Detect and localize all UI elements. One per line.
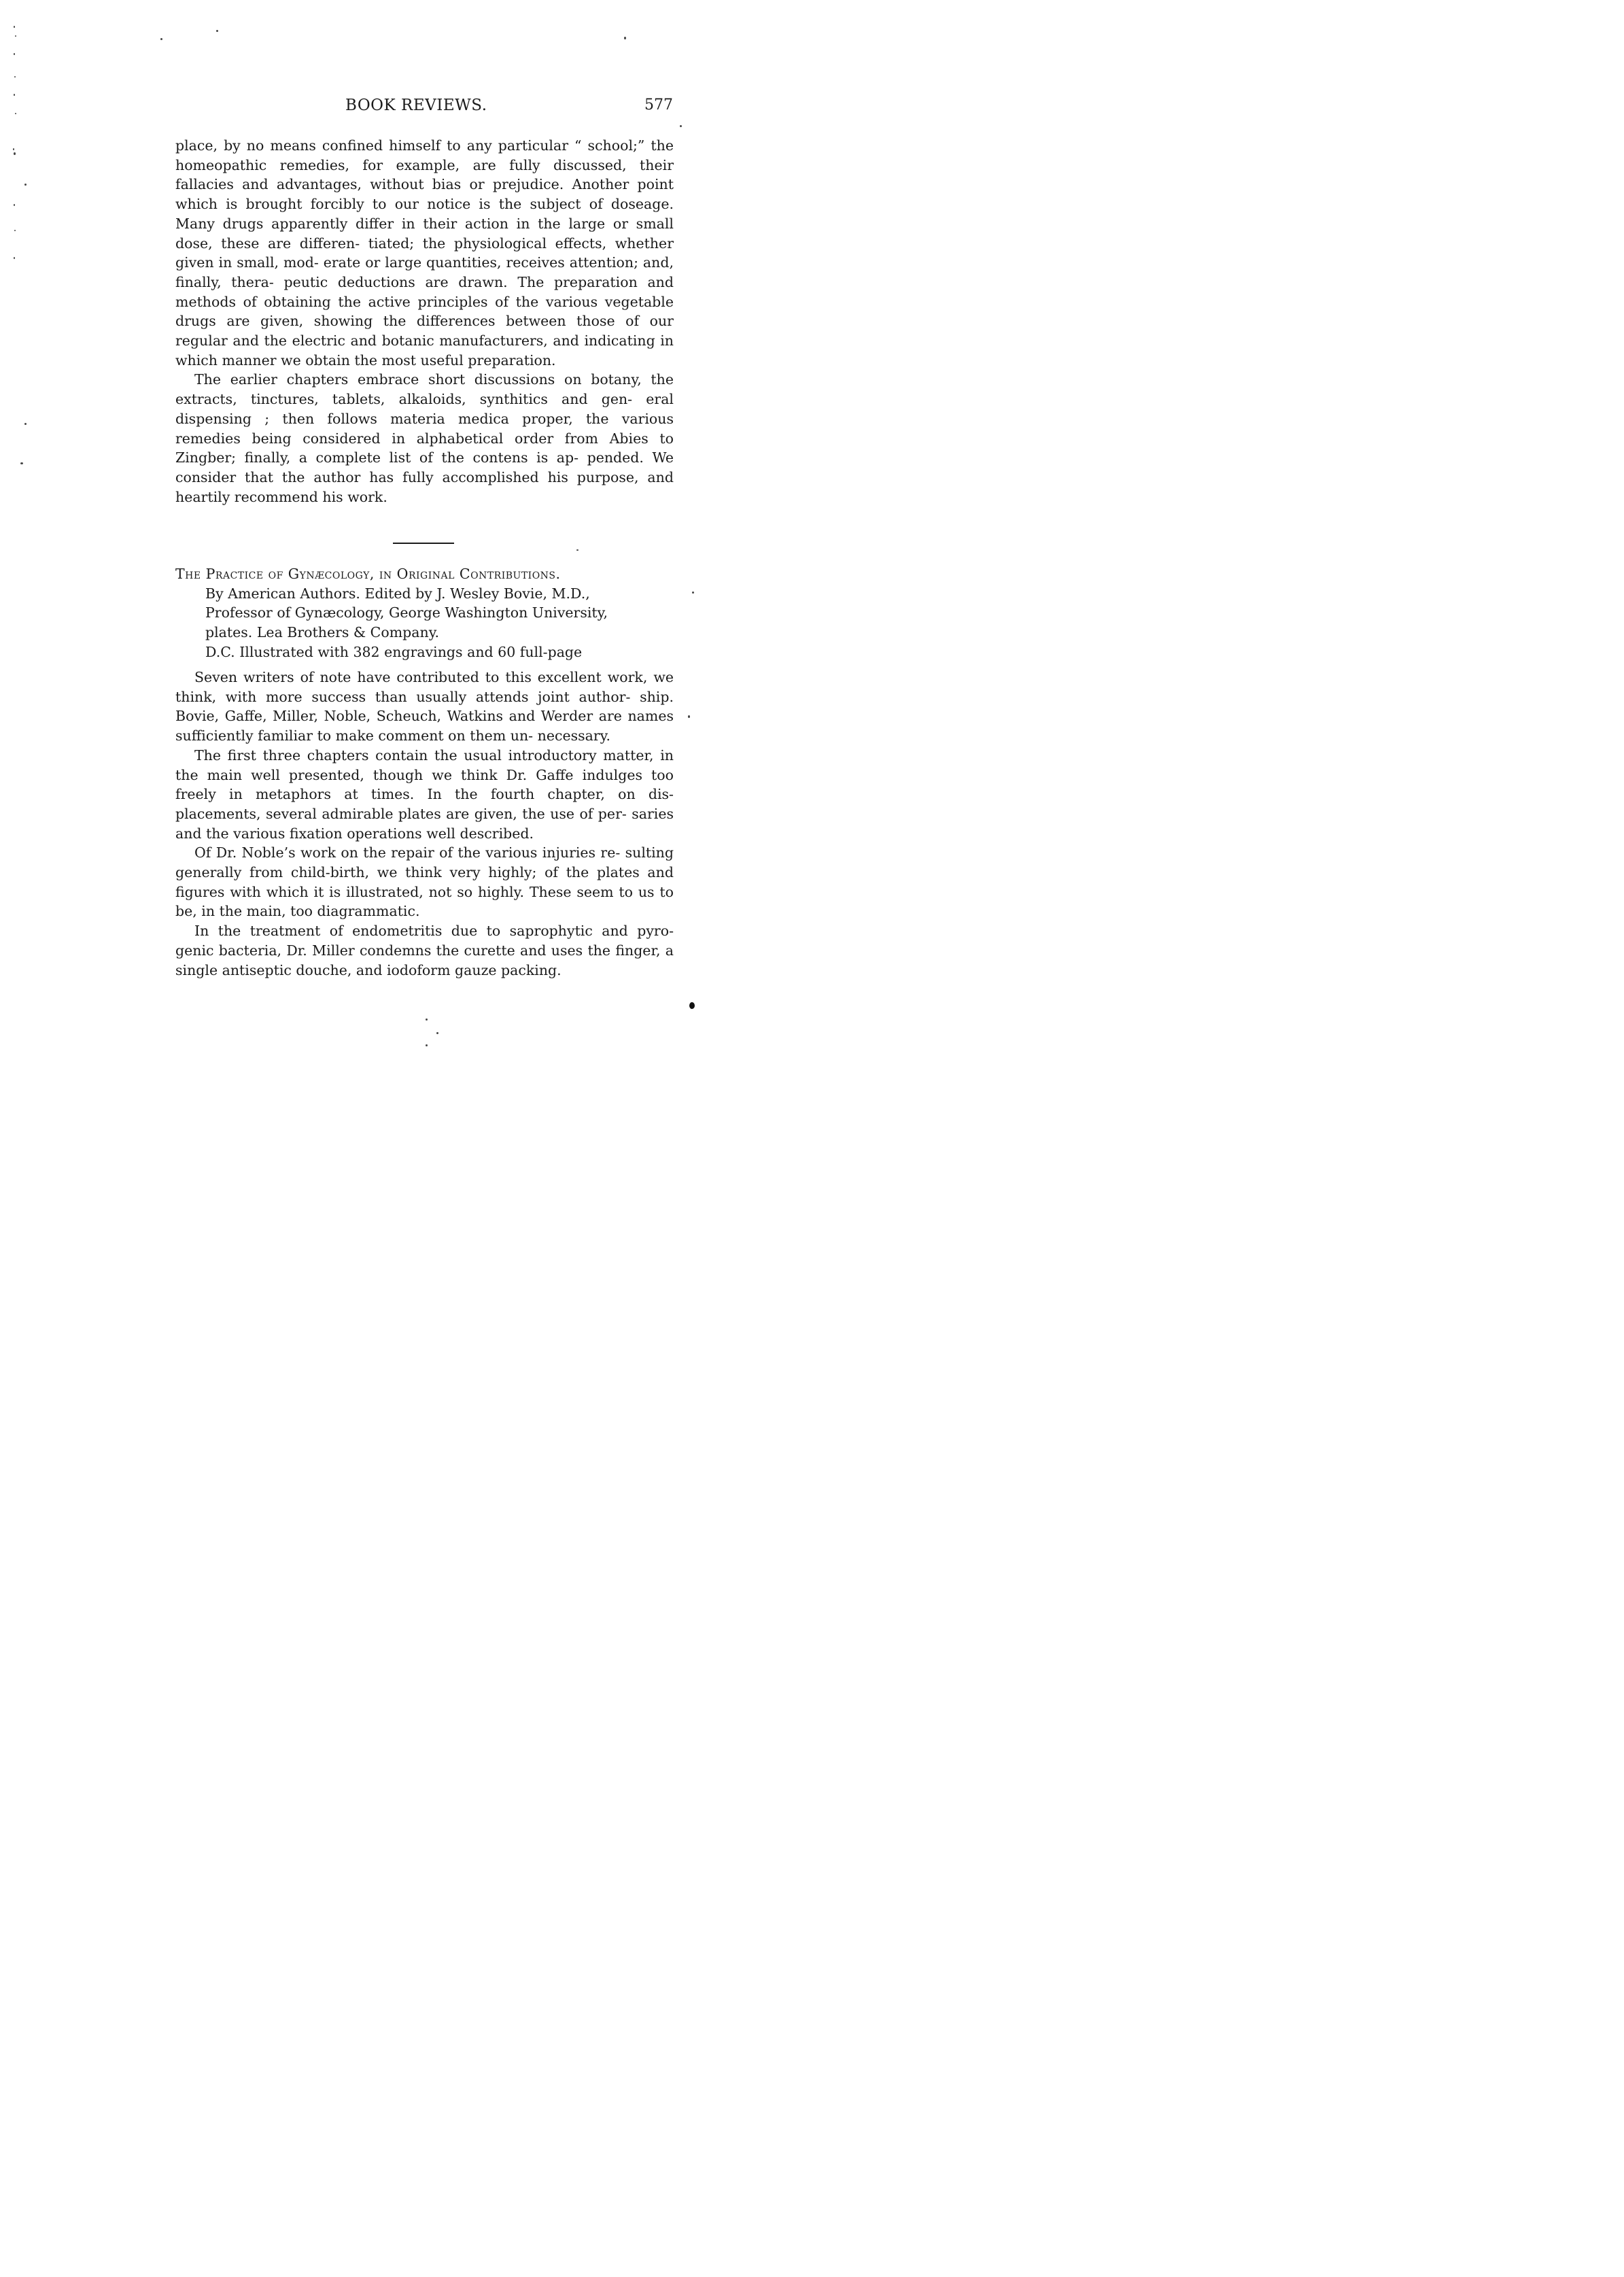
- speck: [680, 125, 682, 127]
- text-line: in their action in the large or small dose, these are differen-: [175, 215, 674, 252]
- text-line: discussed, their fallacies and advantages, without bias or: [175, 156, 674, 193]
- text-line: are given, showing the differences between those of our regular: [175, 313, 674, 349]
- citation-line: Professor of Gynæcology, George Washington University,: [205, 604, 608, 621]
- speck: [14, 76, 16, 78]
- speck: [15, 113, 16, 114]
- speck: [14, 152, 16, 155]
- text-line: The first three chapters contain the usual introductory matter,: [194, 747, 654, 764]
- citation-line: plates. Lea Brothers & Company.: [205, 624, 440, 641]
- text-line: Of Dr. Noble’s work on the repair of the various injuries re-: [194, 844, 621, 861]
- book-title: The Practice of Gynæcology, in Original Contributions.: [175, 566, 561, 582]
- book-citation: [175, 564, 675, 662]
- text-line: Seven writers of note have contributed to this excellent work,: [194, 669, 648, 685]
- text-line: placements, several admirable plates are given, the use of per-: [175, 805, 627, 822]
- speck: [13, 148, 14, 150]
- speck: [14, 53, 15, 55]
- speck: [688, 715, 690, 718]
- text-line: notice is the subject of doseage. Many drugs apparently differ: [175, 196, 674, 232]
- text-line: genic bacteria, Dr. Miller condemns the curette and uses the: [175, 942, 611, 959]
- speck: [14, 230, 16, 231]
- paragraph: [175, 136, 674, 370]
- section-divider: [393, 543, 454, 544]
- speck: [426, 1044, 428, 1046]
- paragraph: [175, 921, 674, 980]
- review-one-body: [175, 136, 674, 507]
- speck: [576, 549, 578, 551]
- paragraph: [175, 843, 674, 921]
- text-line: saries and the various fixation operations well described.: [175, 805, 674, 842]
- text-line: we think, with more success than usually attends joint author-: [175, 669, 674, 705]
- text-line: prejudice. Another point which is brought forcibly to our: [175, 176, 674, 213]
- text-line: pended. We consider that the author has fully accomplished: [175, 449, 674, 485]
- text-line: The earlier chapters embrace short discussions on botany,: [194, 371, 642, 388]
- citation-line: By American Authors. Edited by J. Wesley Bovie, M.D.,: [205, 585, 590, 602]
- text-line: are names sufficiently familiar to make comment on them un-: [175, 708, 674, 744]
- speck: [15, 35, 16, 37]
- text-line: necessary.: [537, 727, 611, 744]
- page-number: 577: [644, 97, 673, 114]
- text-line: and the electric and botanic manufacturers, and indicating in: [232, 332, 674, 349]
- text-line: finger, a single antiseptic douche, and iodoform gauze packing.: [175, 942, 674, 978]
- running-header: [175, 97, 673, 118]
- text-line: place, by no means confined himself to any particular: [175, 137, 568, 154]
- paragraph: [175, 370, 674, 507]
- paragraph: [175, 746, 674, 844]
- text-line: which manner we obtain the most useful preparation.: [175, 352, 556, 369]
- text-line: too freely in metaphors at times. In the fourth chapter, on dis-: [175, 766, 674, 803]
- text-line: Abies to Zingber; finally, a complete list of the contens is ap-: [175, 430, 674, 466]
- text-line: in the main well presented, though we think Dr. Gaffe indulges: [175, 747, 674, 783]
- text-line: These seem to us to be, in the main, too diagrammatic.: [175, 883, 674, 920]
- paragraph: [175, 668, 674, 746]
- bullet-speck: [689, 1002, 695, 1009]
- text-line: the extracts, tinctures, tablets, alkaloids, synthitics and gen-: [175, 371, 674, 408]
- text-line: his purpose, and heartily recommend his work.: [175, 468, 674, 505]
- speck: [20, 462, 23, 464]
- text-line: sulting generally from child-birth, we think very highly; of the: [175, 844, 674, 881]
- text-line: ship. Bovie, Gaffe, Miller, Noble, Scheuch, Watkins and Werder: [175, 688, 674, 725]
- text-line: In the treatment of endometritis due to saprophytic and pyro-: [194, 923, 674, 940]
- speck: [160, 38, 162, 40]
- running-title: BOOK REVIEWS.: [345, 97, 487, 114]
- text-line: erate or large quantities, receives attention; and, finally, thera-: [175, 254, 674, 290]
- speck: [14, 94, 15, 96]
- speck: [426, 1018, 428, 1021]
- speck: [24, 423, 27, 425]
- speck: [692, 592, 694, 594]
- review-two-body: [175, 668, 674, 980]
- text-line: obtaining the active principles of the various vegetable drugs: [175, 293, 674, 330]
- speck: [216, 30, 218, 32]
- margin-specks: [12, 26, 26, 284]
- text-line: eral dispensing ; then follows materia medica proper, the: [175, 391, 674, 427]
- text-line: tiated; the physiological effects, whether given in small, mod-: [175, 235, 674, 271]
- text-line: various remedies being considered in alphabetical order from: [175, 410, 674, 447]
- document-page: [0, 0, 748, 1048]
- speck: [436, 1032, 438, 1034]
- speck: [624, 37, 626, 39]
- speck: [14, 204, 15, 206]
- text-line: “ school;” the homeopathic remedies, for example, are fully: [175, 137, 674, 173]
- citation-line: D.C. Illustrated with 382 engravings and 60 full-page: [205, 643, 583, 660]
- text-line: plates and figures with which it is illustrated, not so highly.: [175, 864, 674, 900]
- speck: [24, 184, 27, 186]
- speck: [14, 257, 15, 259]
- text-line: peutic deductions are drawn. The preparation and methods of: [175, 273, 674, 310]
- speck: [14, 26, 15, 28]
